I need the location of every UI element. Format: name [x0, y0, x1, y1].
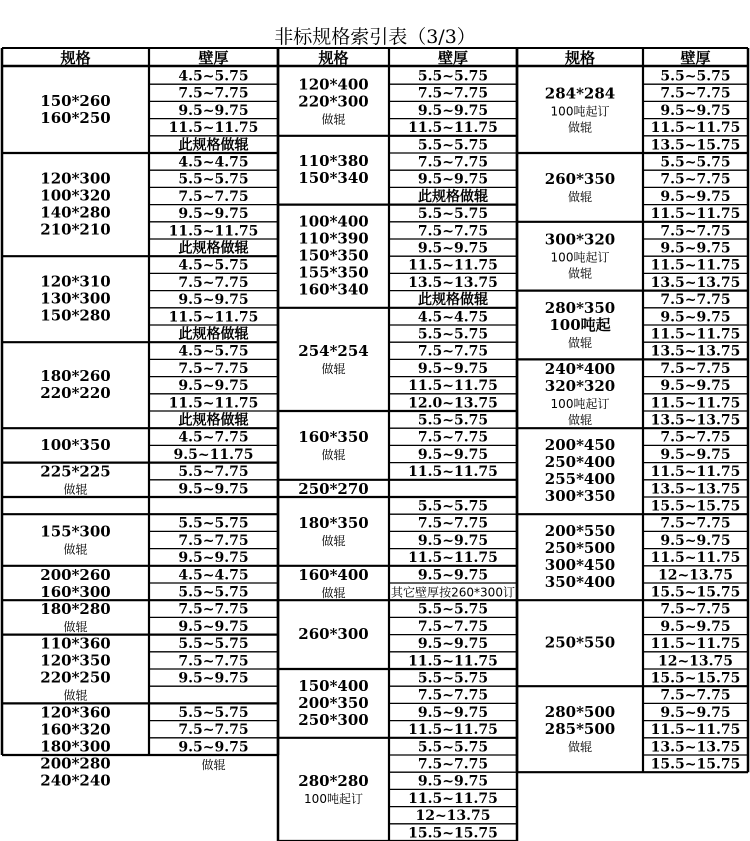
wall-thickness-cell: 12~13.75 — [657, 567, 734, 584]
wall-thickness-cell: 9.5~9.75 — [178, 550, 249, 567]
wall-thickness-cell: 11.5~11.75 — [408, 120, 498, 137]
wall-thickness-cell: 7.5~7.75 — [178, 85, 249, 102]
wall-thickness-cell: 9.5~9.75 — [417, 773, 489, 790]
column-header-spec: 规格 — [318, 49, 349, 67]
spec-note: 做辊 — [321, 361, 346, 376]
wall-thickness-cell: 7.5~7.75 — [417, 343, 489, 360]
spec-note: 做辊 — [567, 336, 593, 350]
wall-thickness-cell: 9.5~9.75 — [178, 292, 249, 309]
spec-note: 做辊 — [567, 266, 593, 281]
wall-thickness-cell: 9.5~9.75 — [178, 618, 249, 635]
wall-thickness-cell: 7.5~7.75 — [178, 653, 249, 670]
wall-thickness-cell: 5.5~5.75 — [660, 154, 731, 171]
wall-thickness-cell: 11.5~11.75 — [408, 790, 498, 807]
page-title: 非标规格索引表（3/3） — [274, 26, 476, 48]
wall-thickness-cell: 11.5~11.75 — [650, 326, 741, 343]
wall-thickness-cell: 11.5~11.75 — [650, 636, 741, 653]
spec-label: 200*350 — [298, 693, 369, 712]
wall-thickness-cell: 11.5~11.75 — [408, 653, 498, 670]
wall-thickness-cell: 此规格做辊 — [178, 240, 249, 257]
wall-thickness-cell: 7.5~7.75 — [417, 223, 489, 240]
spec-label: 280*350 — [544, 299, 616, 317]
wall-thickness-cell: 11.5~11.75 — [408, 464, 498, 481]
spec-label: 220*300 — [298, 92, 369, 111]
wall-thickness-cell: 13.5~13.75 — [650, 343, 741, 360]
wall-thickness-cell: 11.5~11.75 — [408, 257, 498, 274]
wall-thickness-cell: 此规格做辊 — [418, 292, 488, 309]
wall-thickness-cell: 9.5~9.75 — [417, 446, 489, 463]
wall-thickness-cell: 11.5~11.75 — [650, 257, 741, 274]
spec-label: 100*320 — [40, 186, 111, 205]
wall-thickness-cell: 5.5~5.75 — [178, 171, 249, 188]
spec-label: 200*450 — [544, 436, 616, 455]
spec-label: 240*400 — [544, 359, 616, 378]
wall-thickness-cell: 此规格做辊 — [178, 412, 249, 429]
spec-note: 做辊 — [321, 533, 346, 548]
wall-thickness-cell: 13.5~13.75 — [408, 274, 498, 291]
wall-thickness-cell: 7.5~7.75 — [660, 292, 731, 309]
wall-thickness-cell: 7.5~7.75 — [660, 687, 731, 704]
wall-thickness-cell: 13.5~13.75 — [650, 739, 741, 756]
spec-label: 100吨起 — [549, 316, 611, 334]
column-header-wall: 壁厚 — [680, 49, 711, 67]
spec-label: 150*280 — [40, 306, 111, 325]
wall-thickness-cell: 7.5~7.75 — [178, 188, 249, 205]
wall-thickness-cell: 11.5~11.75 — [168, 223, 259, 240]
wall-thickness-cell: 此规格做辊 — [178, 326, 249, 343]
spec-note: 100吨起订 — [550, 104, 610, 119]
spec-label: 110*390 — [298, 229, 369, 248]
wall-thickness-cell: 11.5~11.75 — [650, 722, 741, 739]
wall-thickness-cell: 11.5~11.75 — [408, 550, 498, 567]
wall-note: 做辊 — [201, 758, 226, 772]
spec-label: 240*240 — [40, 771, 111, 790]
wall-thickness-cell: 4.5~7.75 — [178, 429, 249, 446]
spec-label: 160*300 — [40, 582, 111, 601]
wall-thickness-cell: 9.5~9.75 — [178, 481, 249, 498]
wall-thickness-cell: 7.5~7.75 — [660, 360, 731, 377]
spec-label: 155*350 — [298, 263, 369, 282]
wall-thickness-cell: 15.5~15.75 — [650, 756, 741, 773]
wall-thickness-cell: 9.5~9.75 — [660, 309, 731, 326]
wall-thickness-cell: 4.5~4.75 — [417, 309, 489, 326]
wall-thickness-cell: 7.5~7.75 — [178, 722, 249, 739]
spec-label: 120*310 — [40, 272, 111, 291]
spec-label: 285*500 — [544, 720, 616, 739]
wall-thickness-cell: 9.5~9.75 — [417, 636, 489, 653]
wall-thickness-cell: 7.5~7.75 — [660, 85, 731, 102]
wall-thickness-cell: 5.5~5.75 — [417, 670, 489, 687]
column-header-spec: 规格 — [60, 49, 91, 67]
wall-thickness-cell: 13.5~13.75 — [650, 481, 741, 498]
spec-label: 300*350 — [544, 487, 616, 506]
wall-thickness-cell: 5.5~5.75 — [178, 515, 249, 532]
wall-thickness-cell: 11.5~11.75 — [650, 550, 741, 567]
wall-thickness-cell: 11.5~11.75 — [408, 378, 498, 395]
spec-label: 254*254 — [298, 341, 369, 360]
wall-thickness-cell: 此规格做辊 — [178, 137, 249, 154]
wall-thickness-cell: 11.5~11.75 — [168, 395, 259, 412]
wall-thickness-cell: 5.5~5.75 — [178, 704, 249, 721]
wall-thickness-cell: 7.5~7.75 — [417, 618, 489, 635]
wall-thickness-cell: 7.5~7.75 — [417, 154, 489, 171]
column-header-wall: 壁厚 — [437, 49, 469, 67]
spec-label: 120*350 — [40, 651, 111, 670]
spec-label: 260*300 — [298, 625, 369, 644]
wall-thickness-cell: 5.5~5.75 — [417, 206, 489, 223]
wall-thickness-cell: 7.5~7.75 — [417, 687, 489, 704]
spec-label: 130*300 — [40, 289, 111, 308]
wall-thickness-cell: 7.5~7.75 — [660, 515, 731, 532]
wall-thickness-cell: 9.5~9.75 — [660, 378, 731, 395]
spec-note: 100吨起订 — [304, 791, 363, 806]
wall-thickness-cell: 13.5~15.75 — [650, 137, 741, 154]
spec-label: 100*400 — [298, 212, 369, 231]
wall-thickness-cell: 5.5~5.75 — [178, 636, 249, 653]
wall-thickness-cell: 15.5~15.75 — [650, 670, 741, 687]
wall-thickness-cell: 9.5~9.75 — [178, 739, 249, 756]
wall-thickness-cell: 12~13.75 — [415, 808, 491, 825]
wall-thickness-cell: 9.5~9.75 — [417, 102, 489, 119]
wall-thickness-cell: 5.5~5.75 — [178, 584, 249, 601]
spec-label: 200*550 — [544, 522, 616, 541]
wall-thickness-cell: 7.5~7.75 — [660, 429, 731, 446]
wall-thickness-cell: 其它壁厚按260*300订 — [391, 585, 515, 600]
wall-thickness-cell: 9.5~9.75 — [417, 171, 489, 188]
wall-thickness-cell: 11.5~11.75 — [650, 464, 741, 481]
spec-label: 160*320 — [40, 720, 111, 739]
spec-note: 做辊 — [567, 189, 593, 204]
wall-thickness-cell: 13.5~13.75 — [650, 274, 741, 291]
wall-thickness-cell: 7.5~7.75 — [660, 601, 731, 618]
wall-thickness-cell: 4.5~5.75 — [178, 257, 249, 274]
spec-note: 做辊 — [63, 620, 88, 635]
spec-label: 280*500 — [544, 703, 616, 722]
spec-label: 150*260 — [40, 92, 111, 110]
wall-thickness-cell: 7.5~7.75 — [417, 756, 489, 773]
spec-label: 250*550 — [544, 633, 616, 652]
spec-label: 100*350 — [40, 435, 111, 454]
wall-thickness-cell: 9.5~11.75 — [173, 446, 254, 463]
spec-label: 160*250 — [40, 109, 111, 127]
spec-note: 做辊 — [567, 120, 593, 135]
wall-thickness-cell: 7.5~7.75 — [178, 601, 249, 618]
wall-thickness-cell: 11.5~11.75 — [168, 309, 259, 326]
spec-label: 250*270 — [298, 479, 369, 498]
wall-thickness-cell: 11.5~11.75 — [650, 206, 741, 223]
wall-thickness-cell: 7.5~7.75 — [178, 360, 249, 377]
wall-thickness-cell: 11.5~11.75 — [408, 722, 498, 739]
spec-note: 100吨起订 — [550, 250, 610, 265]
spec-label: 210*210 — [40, 220, 111, 239]
spec-label: 150*400 — [298, 676, 369, 695]
wall-thickness-cell: 4.5~5.75 — [178, 343, 249, 360]
wall-thickness-cell: 5.5~5.75 — [660, 68, 731, 85]
spec-label: 120*300 — [40, 169, 111, 188]
wall-thickness-cell: 11.5~11.75 — [168, 120, 259, 137]
spec-label: 180*300 — [40, 737, 111, 756]
wall-thickness-cell: 12.0~13.75 — [408, 395, 498, 412]
spec-label: 140*280 — [40, 203, 111, 222]
spec-note: 做辊 — [321, 585, 346, 600]
wall-thickness-cell: 9.5~9.75 — [660, 532, 731, 549]
spec-label: 300*320 — [544, 230, 616, 249]
wall-thickness-cell: 9.5~9.75 — [417, 567, 489, 584]
wall-thickness-cell: 9.5~9.75 — [178, 102, 249, 119]
wall-thickness-cell: 7.5~7.75 — [178, 532, 249, 549]
column-header-spec: 规格 — [564, 49, 596, 67]
spec-note: 做辊 — [63, 688, 88, 703]
spec-label: 160*340 — [298, 280, 369, 299]
wall-thickness-cell: 9.5~9.75 — [660, 446, 731, 463]
spec-label: 110*380 — [298, 152, 369, 171]
wall-thickness-cell: 5.5~7.75 — [178, 464, 249, 481]
spec-note: 做辊 — [63, 542, 88, 557]
wall-thickness-cell: 7.5~7.75 — [178, 274, 249, 291]
wall-thickness-cell: 9.5~9.75 — [417, 532, 489, 549]
wall-thickness-cell: 7.5~7.75 — [660, 171, 731, 188]
spec-note: 做辊 — [63, 482, 88, 497]
spec-label: 120*400 — [298, 75, 369, 94]
wall-thickness-cell: 9.5~9.75 — [417, 704, 489, 721]
spec-label: 220*250 — [40, 668, 111, 687]
wall-thickness-cell: 9.5~9.75 — [660, 240, 731, 257]
wall-thickness-cell: 5.5~5.75 — [417, 137, 489, 154]
wall-thickness-cell: 7.5~7.75 — [417, 85, 489, 102]
spec-label: 255*400 — [544, 470, 616, 489]
wall-thickness-cell: 15.5~15.75 — [650, 584, 741, 601]
wall-thickness-cell: 11.5~11.75 — [650, 395, 741, 412]
spec-note: 做辊 — [321, 112, 346, 127]
spec-note: 100吨起订 — [550, 396, 610, 411]
spec-label: 120*360 — [40, 703, 111, 722]
wall-thickness-cell: 5.5~5.75 — [417, 739, 489, 756]
wall-thickness-cell: 15.5~15.75 — [650, 498, 741, 515]
wall-thickness-cell: 9.5~9.75 — [417, 360, 489, 377]
spec-label: 180*280 — [40, 600, 111, 619]
wall-thickness-cell: 9.5~9.75 — [660, 704, 731, 721]
spec-label: 180*260 — [40, 367, 111, 386]
spec-label: 250*400 — [544, 453, 616, 472]
wall-thickness-cell: 9.5~9.75 — [660, 188, 731, 205]
wall-thickness-cell: 4.5~5.75 — [178, 68, 249, 85]
spec-note: 做辊 — [321, 447, 346, 462]
wall-thickness-cell: 11.5~11.75 — [650, 120, 741, 137]
spec-label: 250*300 — [298, 710, 369, 729]
spec-label: 155*300 — [40, 522, 111, 541]
wall-thickness-cell: 5.5~5.75 — [417, 498, 489, 515]
wall-thickness-cell: 此规格做辊 — [418, 188, 488, 205]
spec-label: 110*360 — [40, 634, 111, 653]
spec-label: 350*400 — [544, 573, 616, 592]
spec-label: 284*284 — [544, 84, 616, 103]
spec-label: 150*340 — [298, 169, 369, 188]
wall-thickness-cell: 9.5~9.75 — [417, 240, 489, 257]
spec-label: 280*280 — [298, 771, 369, 790]
spec-label: 225*225 — [40, 462, 111, 481]
spec-label: 160*400 — [298, 565, 369, 584]
spec-label: 220*220 — [40, 384, 111, 403]
wall-thickness-cell: 13.5~13.75 — [650, 412, 741, 429]
spec-note: 做辊 — [567, 740, 593, 755]
wall-thickness-cell: 9.5~9.75 — [660, 102, 731, 119]
wall-thickness-cell: 9.5~9.75 — [178, 670, 249, 687]
spec-label: 160*350 — [298, 427, 369, 446]
wall-thickness-cell: 9.5~9.75 — [178, 206, 249, 223]
spec-label: 320*320 — [544, 376, 616, 395]
wall-thickness-cell: 4.5~4.75 — [178, 154, 249, 171]
spec-label: 200*280 — [40, 754, 111, 773]
wall-thickness-cell: 12~13.75 — [657, 653, 734, 670]
wall-thickness-cell: 5.5~5.75 — [417, 326, 489, 343]
wall-thickness-cell: 5.5~5.75 — [417, 601, 489, 618]
wall-thickness-cell: 9.5~9.75 — [178, 378, 249, 395]
spec-label: 150*350 — [298, 246, 369, 265]
spec-label: 250*500 — [544, 539, 616, 558]
wall-thickness-cell: 7.5~7.75 — [417, 429, 489, 446]
spec-label: 300*450 — [544, 556, 616, 575]
column-header-wall: 壁厚 — [198, 49, 229, 67]
wall-thickness-cell: 7.5~7.75 — [417, 515, 489, 532]
spec-label: 200*260 — [40, 565, 111, 584]
wall-thickness-cell: 15.5~15.75 — [408, 825, 498, 841]
wall-thickness-cell: 5.5~5.75 — [417, 68, 489, 85]
wall-thickness-cell: 5.5~5.75 — [417, 412, 489, 429]
spec-label: 180*350 — [298, 513, 369, 532]
wall-thickness-cell: 7.5~7.75 — [660, 223, 731, 240]
spec-note: 做辊 — [567, 412, 593, 427]
wall-thickness-cell: 9.5~9.75 — [660, 618, 731, 635]
spec-label: 260*350 — [544, 169, 616, 188]
wall-thickness-cell: 4.5~4.75 — [178, 567, 249, 584]
